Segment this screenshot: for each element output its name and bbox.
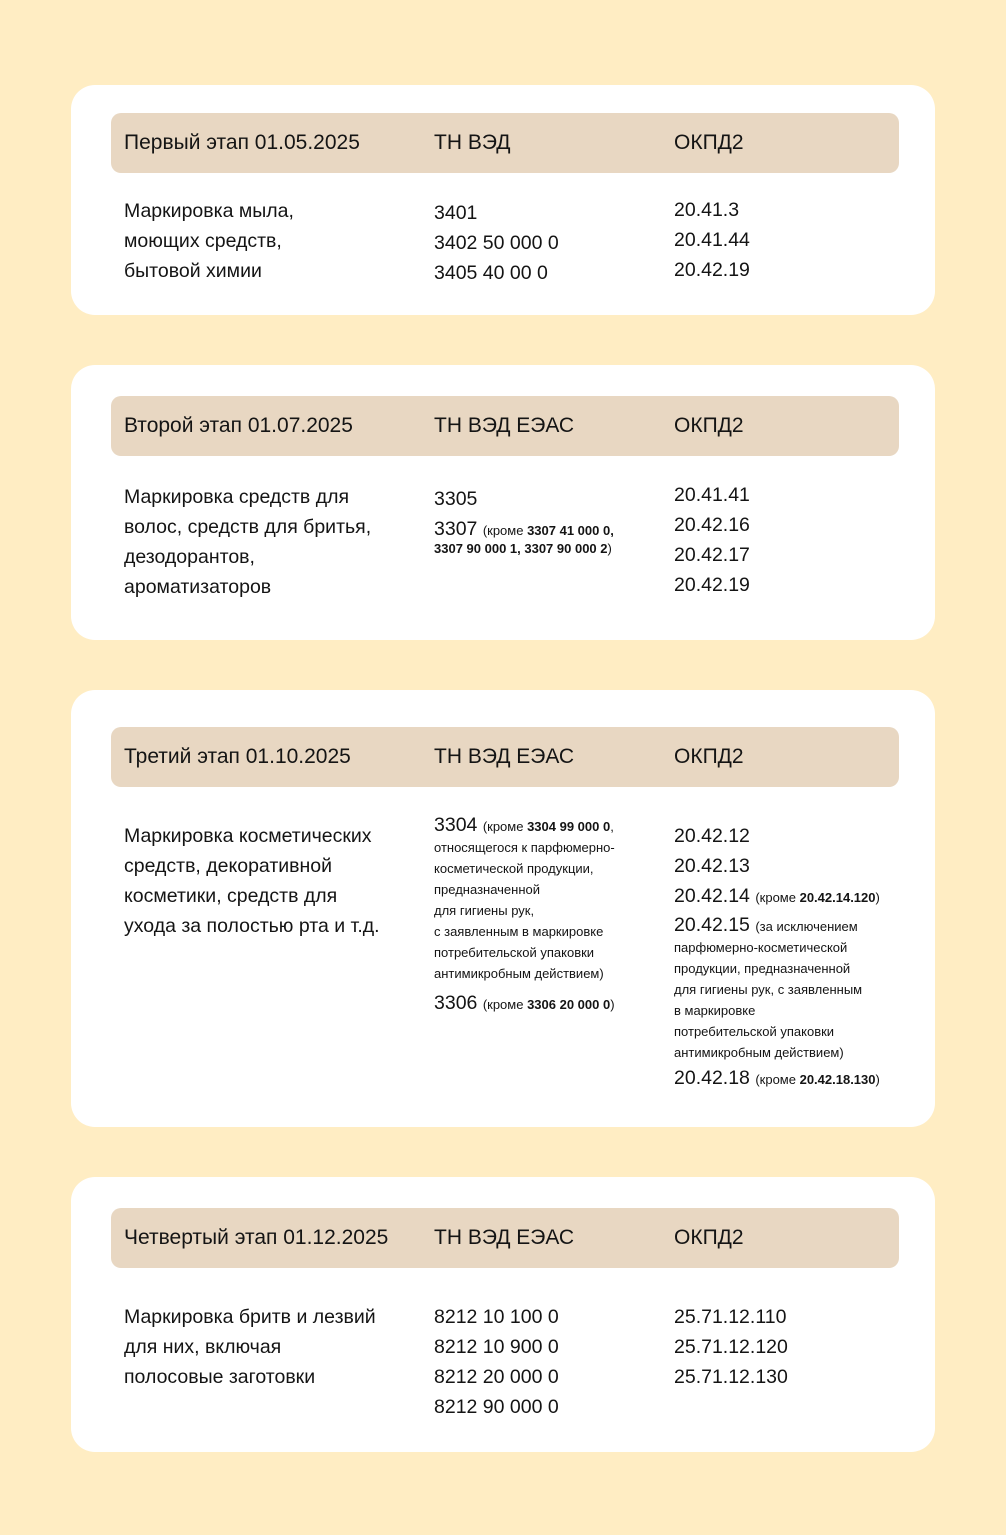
note-text: (кроме [755,1072,800,1087]
column-header-tnved: ТН ВЭД ЕЭАС [434,414,575,437]
tnved-code: 3305 [434,488,478,510]
stage-card-4 [71,1177,935,1452]
description-line: Маркировка мыла, [124,200,294,222]
description-line: Маркировка косметических [124,825,372,847]
note-line: потребительской упаковки [434,945,595,960]
column-header-okpd2: ОКПД2 [674,1226,744,1249]
okpd2-code: 20.42.19 [674,574,750,596]
tnved-codes [434,198,654,288]
column-header-tnved: ТН ВЭД ЕЭАС [434,1226,575,1249]
note-code: 3307 90 000 1, 3307 90 000 2 [434,541,608,556]
note-line: в маркировке [674,1003,756,1018]
note-line: парфюмерно-косметической [674,940,848,955]
okpd2-code: 25.71.12.120 [674,1336,788,1358]
note-code: 3306 20 000 0 [527,997,611,1012]
okpd2-code-with-note [674,1066,914,1090]
stage-title: Первый этап 01.05.2025 [124,131,360,154]
description-line: полосовые заготовки [124,1366,316,1388]
note-line: для гигиены рук, с заявленным [674,982,863,997]
note-code: 20.42.18.130 [799,1072,876,1087]
okpd2-code: 25.71.12.130 [674,1366,788,1388]
tnved-code: 3402 50 000 0 [434,232,559,254]
tnved-code: 8212 10 900 0 [434,1336,559,1358]
okpd2-code: 20.42.18 [674,1067,750,1089]
note-line: с заявленным в маркировке [434,924,604,939]
stage-header [111,1208,899,1268]
stage-header [111,727,899,787]
stage-card-3 [71,690,935,1127]
description-line: Маркировка бритв и лезвий [124,1306,376,1328]
description-line: косметики, средств для [124,885,338,907]
note-code: 3304 99 000 0 [527,819,611,834]
description-line: ароматизаторов [124,576,272,598]
code-note [483,523,614,538]
okpd2-code: 25.71.12.110 [674,1306,787,1328]
note-text: (кроме [482,997,528,1012]
stage-title: Второй этап 01.07.2025 [124,414,353,437]
code-note-continued [434,538,654,559]
okpd2-code: 20.42.19 [674,259,750,281]
note-code: 20.42.14.120 [799,890,876,905]
code-note [755,890,880,905]
okpd2-codes [674,480,914,600]
okpd2-codes [674,195,914,285]
note-text: ) [607,541,612,556]
okpd2-code: 20.42.12 [674,825,750,847]
note-text: (кроме [755,890,800,905]
note-text: ) [875,890,880,905]
note-text: ) [875,1072,880,1087]
tnved-codes [434,1302,654,1422]
okpd2-code: 20.42.13 [674,855,750,877]
okpd2-codes [674,1302,914,1392]
tnved-code: 8212 20 000 0 [434,1366,559,1388]
stage-description [124,821,414,941]
tnved-code: 3405 40 00 0 [434,262,548,284]
okpd2-code: 20.42.17 [674,544,750,566]
okpd2-code: 20.42.16 [674,514,750,536]
okpd2-code-with-note [674,913,914,937]
note-line: антимикробным действием) [674,1045,844,1060]
description-line: для них, включая [124,1336,282,1358]
stage-title: Третий этап 01.10.2025 [124,745,351,768]
code-note [483,819,614,834]
stage-description [124,196,414,286]
stage-header [111,113,899,173]
description-line: моющих средств, [124,230,282,252]
tnved-codes [434,813,654,1015]
tnved-code: 8212 90 000 0 [434,1396,559,1418]
note-line: предназначенной [434,882,540,897]
okpd2-code: 20.41.41 [674,484,750,506]
okpd2-code: 20.42.14 [674,885,750,907]
stage-description [124,482,414,602]
column-header-okpd2: ОКПД2 [674,745,744,768]
note-text: ) [610,997,615,1012]
column-header-tnved: ТН ВЭД ЕЭАС [434,745,575,768]
description-line: ухода за полостью рта и т.д. [124,915,380,937]
code-note: (за исключением [755,919,858,934]
note-line: антимикробным действием) [434,966,604,981]
stage-description [124,1302,414,1392]
okpd2-codes [674,821,914,1090]
note-line: продукции, предназначенной [674,961,851,976]
description-line: волос, средств для бритья, [124,516,372,538]
note-line: для гигиены рук, [434,903,535,918]
okpd2-code: 20.42.15 [674,914,750,936]
tnved-code: 3307 [434,518,478,540]
description-line: бытовой химии [124,260,262,282]
description-line: дезодорантов, [124,546,255,568]
stage-card-2 [71,365,935,640]
okpd2-code-with-note [674,881,914,911]
tnved-code: 3304 [434,814,478,836]
note-text: , [610,819,614,834]
note-text: (кроме [482,819,528,834]
stage-card-1 [71,85,935,315]
column-header-okpd2: ОКПД2 [674,131,744,154]
code-note [755,1072,880,1087]
okpd2-code: 20.41.3 [674,199,740,221]
note-line: косметической продукции, [434,861,594,876]
column-header-okpd2: ОКПД2 [674,414,744,437]
note-code: 3307 41 000 0, [527,523,614,538]
tnved-code: 3401 [434,202,478,224]
stage-header [111,396,899,456]
note-text: (кроме [482,523,528,538]
note-line: потребительской упаковки [674,1024,835,1039]
stage-title: Четвертый этап 01.12.2025 [124,1226,389,1249]
tnved-codes [434,484,654,559]
tnved-code: 8212 10 100 0 [434,1306,559,1328]
code-note [483,997,615,1012]
description-line: средств, декоративной [124,855,333,877]
tnved-code: 3306 [434,992,478,1014]
note-line: относящегося к парфюмерно- [434,840,615,855]
column-header-tnved: ТН ВЭД [434,131,511,154]
tnved-code-with-note [434,813,654,837]
okpd2-code: 20.41.44 [674,229,750,251]
tnved-code-with-note [434,991,654,1015]
description-line: Маркировка средств для [124,486,350,508]
